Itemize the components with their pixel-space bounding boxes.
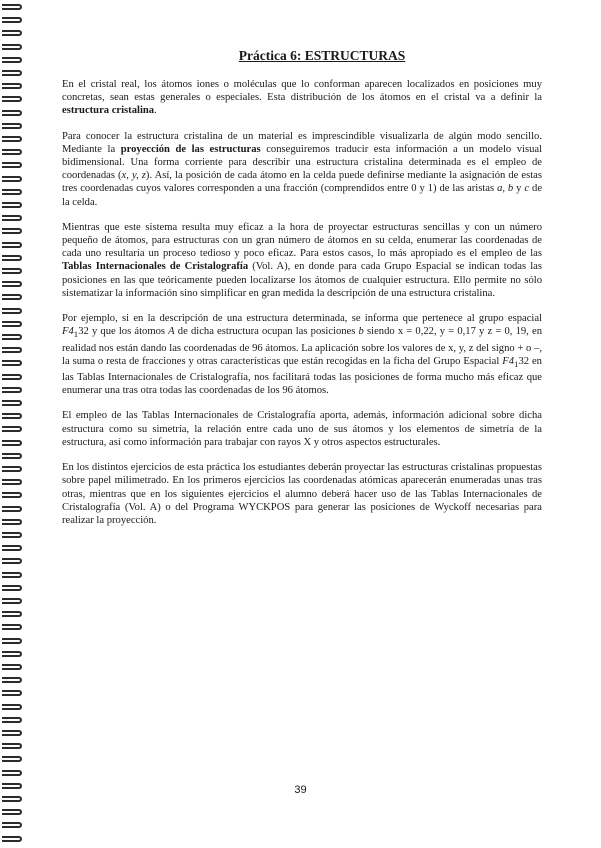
binding-coil <box>2 440 22 446</box>
binding-coil <box>2 743 22 749</box>
paragraph-4: Por ejemplo, si en la descripción de una estructura determinada, se informa que pertenece al grupo espacial $F4_132$ y que los átomos A de dicha estructura ocupan las posiciones b siendo x = 0,22, y = 0,17 y z = 0, 19, en realidad nos están dando las coordenadas de 96 átomos. La aplicación sobre los valores de x, y, z del signo + o –, la suma o resta de fracciones y otras características que están recogidas en la ficha del Grupo Espacial $F4_132$ en las Tablas Internacionales de Cristalografía, nos facilitará todas las posiciones de forma mucho más eficaz que enumerar una tras otra todas las coordenadas de los 96 átomos. <box>62 313 542 397</box>
binding-coil <box>2 189 22 195</box>
binding-coil <box>2 83 22 89</box>
binding-coil <box>2 624 22 630</box>
paragraph-3: Mientras que este sistema resulta muy eficaz a la hora de proyectar estructuras sencillas y con un número pequeño de átomos, para estructuras con un gran número de átomos en su celda, enumerar las coordenadas de cada uno resultaría un proceso tedioso y poco eficaz. Para estos casos, lo más apropiado es el empleo de las Tablas Internacionales de Cristalografía (Vol. A), en donde para cada Grupo Espacial se indican todas las posiciones en las que teóricamente pueden localizarse los átomos de cualquier estructura. Ello permite no sólo sistematizar la información sino simplificar en gran medida la descripción de una estructura cristalina. <box>62 221 542 299</box>
binding-coil <box>2 809 22 815</box>
binding-coil <box>2 215 22 221</box>
paragraph-5: El empleo de las Tablas Internacionales de Cristalografía aporta, además, información adicional sobre dicha estructura como su simetría, la relación entre cada uno de sus átomos y los elementos de simetría de la estructura, así como información para trabajar con rayos X y otros aspectos estructurales. <box>62 410 542 448</box>
binding-coil <box>2 149 22 155</box>
binding-coil <box>2 836 22 842</box>
binding-coil <box>2 321 22 327</box>
binding-coil <box>2 532 22 538</box>
binding-coil <box>2 294 22 300</box>
binding-coil <box>2 730 22 736</box>
binding-coil <box>2 413 22 419</box>
binding-coil <box>2 123 22 129</box>
binding-coil <box>2 44 22 50</box>
binding-coil <box>2 479 22 485</box>
page-number: 39 <box>294 784 307 796</box>
binding-coil <box>2 717 22 723</box>
paragraph-6: En los distintos ejercicios de esta práctica los estudiantes deberán proyectar las estructuras cristalinas propuestas sobre papel milimetrado. En los primeros ejercicios las coordenadas atómicas aparecerán enumeradas unas tras otras, mientras que en los siguientes ejercicios el alumno deberá hacer uso de las Tablas Internacionales de Cristalografía (Vol. A) o del Programa WYCKPOS para generar las posiciones de Wyckoff necesarias para realizar la proyección. <box>62 462 542 526</box>
binding-coil <box>2 545 22 551</box>
binding-coil <box>2 400 22 406</box>
binding-coil <box>2 202 22 208</box>
binding-coil <box>2 492 22 498</box>
binding-coil <box>2 4 22 10</box>
binding-coil <box>2 110 22 116</box>
binding-coil <box>2 426 22 432</box>
binding-coil <box>2 558 22 564</box>
binding-coil <box>2 360 22 366</box>
spiral-binding <box>0 0 26 848</box>
binding-coil <box>2 57 22 63</box>
binding-coil <box>2 453 22 459</box>
page-content <box>62 48 542 539</box>
binding-coil <box>2 585 22 591</box>
binding-coil <box>2 30 22 36</box>
binding-coil <box>2 268 22 274</box>
binding-coil <box>2 822 22 828</box>
binding-coil <box>2 70 22 76</box>
binding-coil <box>2 572 22 578</box>
binding-coil <box>2 242 22 248</box>
page-title: Práctica 6: ESTRUCTURAS <box>238 48 406 63</box>
binding-coil <box>2 374 22 380</box>
binding-coil <box>2 519 22 525</box>
binding-coil <box>2 664 22 670</box>
binding-coil <box>2 796 22 802</box>
binding-coil <box>2 704 22 710</box>
paragraph-1: En el cristal real, los átomos iones o moléculas que lo conforman aparecen localizados en posiciones muy concretas, sean estas generales o especiales. Esta distribución de los átomos en el cristal va a definir la estructura cristalina. <box>62 79 542 117</box>
binding-coil <box>2 506 22 512</box>
binding-coil <box>2 308 22 314</box>
binding-coil <box>2 176 22 182</box>
binding-coil <box>2 17 22 23</box>
binding-coil <box>2 598 22 604</box>
binding-coil <box>2 136 22 142</box>
binding-coil <box>2 677 22 683</box>
binding-coil <box>2 611 22 617</box>
binding-coil <box>2 770 22 776</box>
binding-coil <box>2 228 22 234</box>
binding-coil <box>2 281 22 287</box>
binding-coil <box>2 651 22 657</box>
paragraph-2: Para conocer la estructura cristalina de un material es imprescindible visualizarla de algún modo sencillo. Mediante la proyección de las estructuras conseguiremos traducir esta información a un modelo visual bidimensional. Una forma corriente para describir una estructura cristalina determinada es el empleo de coordenadas (x, y, z). Así, la posición de cada átomo en la celda puede definirse mediante la asignación de estas tres coordenadas cuyos valores corresponden a una fracción (comprendidos entre 0 y 1) de las aristas a, b y c de la celda. <box>62 130 543 208</box>
binding-coil <box>2 690 22 696</box>
binding-coil <box>2 347 22 353</box>
binding-coil <box>2 255 22 261</box>
binding-coil <box>2 96 22 102</box>
binding-coil <box>2 162 22 168</box>
binding-coil <box>2 638 22 644</box>
binding-coil <box>2 387 22 393</box>
binding-coil <box>2 756 22 762</box>
binding-coil <box>2 466 22 472</box>
binding-coil <box>2 334 22 340</box>
